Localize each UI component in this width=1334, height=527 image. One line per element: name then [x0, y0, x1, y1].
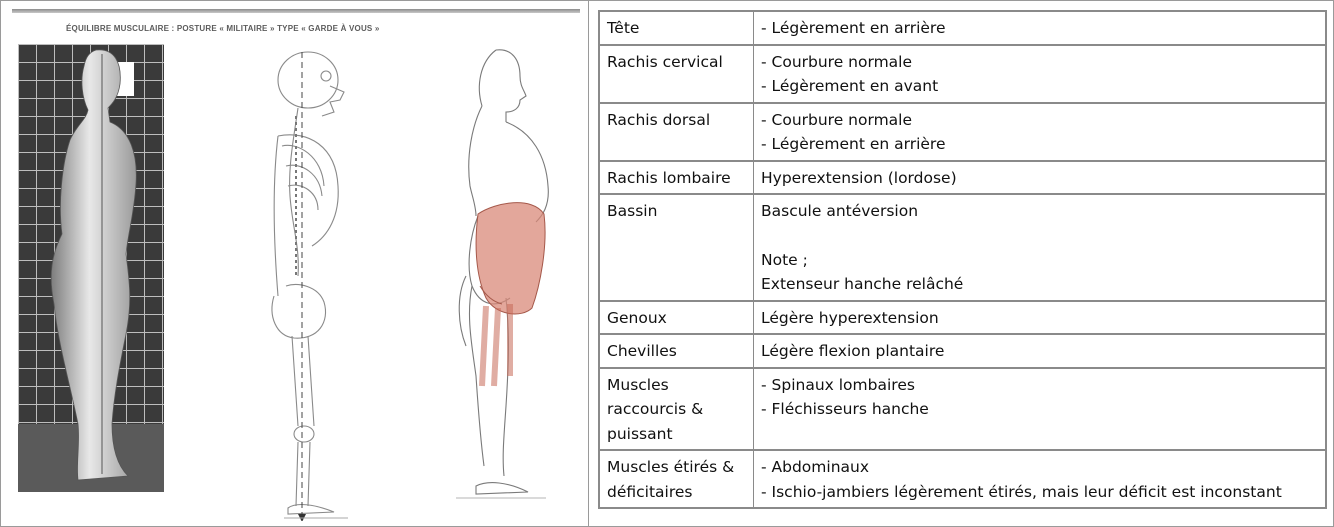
table-row	[599, 301, 1326, 335]
table-row	[599, 45, 1326, 103]
scan-edge	[12, 9, 580, 13]
row-value: - Légèrement en arrière	[754, 11, 1327, 45]
table-row	[599, 103, 1326, 161]
row-label: Tête	[599, 11, 754, 45]
column-divider	[588, 0, 589, 527]
row-value: - Abdominaux - Ischio-jambiers légèrement étirés, mais leur déficit est inconstant	[754, 450, 1327, 508]
row-value: Hyperextension (lordose)	[754, 161, 1327, 195]
posture-photo	[18, 44, 164, 492]
posture-table	[598, 10, 1327, 509]
row-value: - Courbure normale - Légèrement en avant	[754, 45, 1327, 103]
table-row	[599, 450, 1326, 508]
row-label: Rachis lombaire	[599, 161, 754, 195]
row-value: Bascule antéversion Note ; Extenseur hanche relâché	[754, 194, 1327, 301]
skeleton-drawing	[238, 46, 368, 521]
row-label: Chevilles	[599, 334, 754, 368]
row-value: - Spinaux lombaires - Fléchisseurs hanche	[754, 368, 1327, 451]
table-row	[599, 194, 1326, 301]
row-label: Rachis cervical	[599, 45, 754, 103]
row-label: Muscles raccourcis & puissant	[599, 368, 754, 451]
row-value: Légère flexion plantaire	[754, 334, 1327, 368]
posture-figure-panel	[6, 6, 582, 521]
table-row	[599, 161, 1326, 195]
row-value: Légère hyperextension	[754, 301, 1327, 335]
line-gap	[761, 224, 1319, 248]
row-label: Rachis dorsal	[599, 103, 754, 161]
row-label: Genoux	[599, 301, 754, 335]
row-value: - Courbure normale - Légèrement en arrière	[754, 103, 1327, 161]
table-row	[599, 11, 1326, 45]
table-row	[599, 334, 1326, 368]
figure-caption: ÉQUILIBRE MUSCULAIRE : POSTURE « MILITAIRE » TYPE « GARDE À VOUS »	[66, 24, 380, 33]
muscle-drawing	[436, 46, 566, 516]
table-row	[599, 368, 1326, 451]
row-label: Bassin	[599, 194, 754, 301]
row-label: Muscles étirés & déficitaires	[599, 450, 754, 508]
